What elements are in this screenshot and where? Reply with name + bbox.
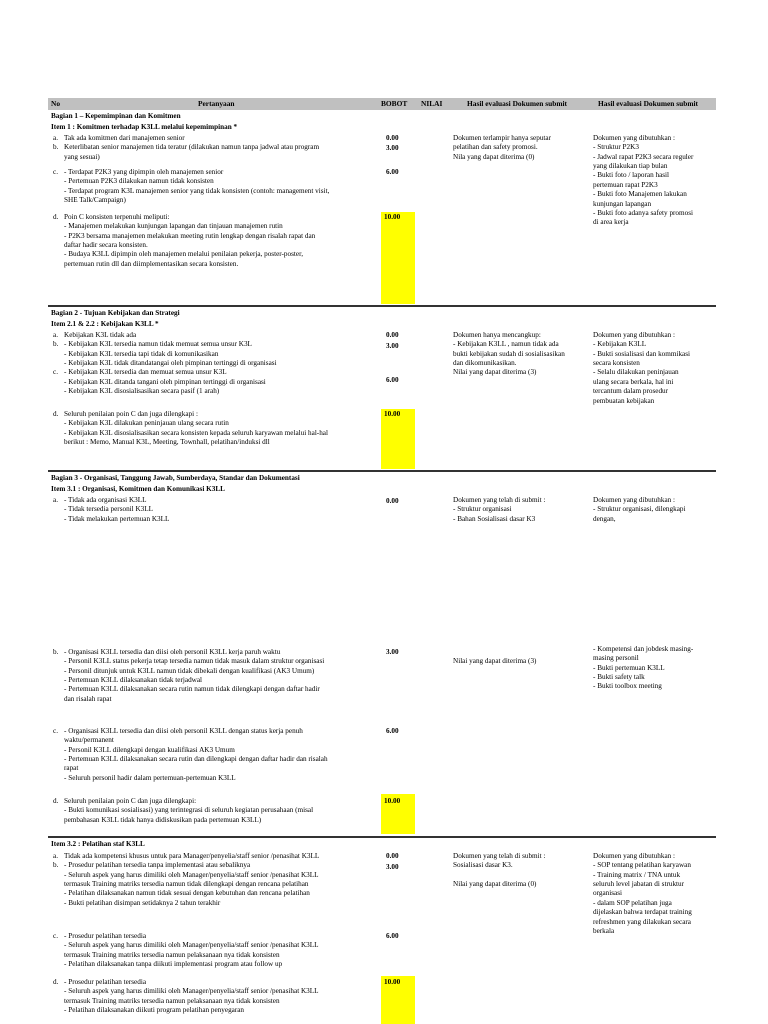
score-value: 0.00 [386,497,399,505]
score-value: 3.00 [386,144,399,152]
col-header-hasil-2: Hasil evaluasi Dokumen submit [598,99,698,108]
section-divider [48,836,716,838]
score-value: 3.00 [386,648,399,656]
score-value: 6.00 [386,168,399,176]
evaluation-submitted: Dokumen yang telah di submit : Sosialisasi dasar K3. Nilai yang dapat diterima (0) [453,852,546,888]
evaluation-submitted: Dokumen yang telah di submit : - Struktur organisasi - Bahan Sosialisasi dasar K3 [453,496,546,523]
score-value: 3.00 [386,863,399,871]
score-value: 0.00 [386,852,399,860]
item-title: Item 3.1 : Organisasi, Komitmen dan Komunikasi K3LL [51,485,225,493]
question-block: b. - Organisasi K3LL tersedia dan diisi oleh personil K3LL kerja paruh waktu - Personil K3LL status pekerja tetap tersedia namun tidak masuk dalam struktur organisasi - Personil ditunjuk untuk K3LL namun tidak dibekali dengan kualifikasi (AK3 Umum) - Pertemuan K3LL dilaksanakan tidak terjadwal - Pertemuan K3LL dilaksanakan secara rutin namun tidak dilengkapi dengan daftar hadir dan risalah rapat [53,648,325,703]
item-title: Item 1 : Komitmen terhadap K3LL melalui kepemimpinan * [51,123,238,131]
col-header-no: No [51,99,61,108]
question-block: a. Kebijakan K3L tidak ada b. - Kebijakan K3L tersedia namun tidak memuat semua unsur K3L - Kebijakan K3L tersedia tapi tidak di komunikasikan - Kebijakan K3L tidak ditandatangai oleh pimpinan tertinggi di organisasi c. - Kebijakan K3L tersedia dan memuat semua unsur K3L - Kebijakan K3L ditanda tangani oleh pimpinan tertinggi di organisasi - Kebijakan K3L disosialisasikan secara pasif (1 arah) [53,331,277,396]
section-title: Bagian 1 – Kepemimpinan dan Komitmen [51,112,181,120]
col-header-nilai: NILAI [421,99,443,108]
col-header-pertanyaan: Pertanyaan [198,99,235,108]
evaluation-required: Dokumen yang dibutuhkan : - Struktur organisasi, dilengkapi dengan, [593,496,686,523]
score-value: 10.00 [384,410,401,418]
score-value: 10.00 [384,213,401,221]
question-block: d. Seluruh penilaian poin C dan juga dilengkapi: - Bukti komunikasi sosialisasi) yang terintegrasi di seluruh kegiatan perusahaan (misal pembahasan K3LL tidak hanya didiskusikan pada pertemuan K3LL) [53,797,314,824]
section-divider [48,305,716,307]
score-value: 10.00 [384,978,401,986]
score-value: 0.00 [386,134,399,142]
question-block: c. - Prosedur pelatihan tersedia - Seluruh aspek yang harus dimiliki oleh Manager/penyelia/staff senior /penasihat K3LL termasuk Training matriks tersedia namun pelaksanaan nya tidak konsisten - Pelatihan dilaksanakan tanpa diikuti implementasi program atau follow up [53,932,319,969]
question-block: d. Poin C konsisten terpenuhi meliputi: - Manajemen melakukan kunjungan lapangan dan tinjauan manajemen rutin - P2K3 bersama manajemen melakukan meeting rutin lengkap dengan risalah rapat dan daftar hadir secara konsisten. - Budaya K3LL dipimpin oleh manajemen melalui penilaian pekerja, poster-poster, pertemuan rutin dll dan diimplementasikan secara konsisten. [53,213,316,268]
evaluation-required: Dokumen yang dibutuhkan : - Struktur P2K3 - Jadwal rapat P2K3 secara reguler yang dilakukan tiap bulan - Bukti foto / laporan hasil pertemuan rapat P2K3 - Bukti foto Manajemen lakukan kunjungan lapangan - Bukti foto adanya safety promosi di area kerja [593,134,694,227]
score-value: 10.00 [384,797,401,805]
evaluation-submitted: Nilai yang dapat diterima (3) [453,657,537,665]
question-block: a. Tidak ada kompetensi khusus untuk para Manager/penyelia/staff senior /penasihat K3LL b. - Prosedur pelatihan tersedia tanpa implementasi atau sebaliknya - Seluruh aspek yang harus dimiliki oleh Manager/penyelia/staff senior /penasihat K3LL termasuk Training matriks tersedia namun tidak dilengkapi dengan rencana pelatihan - Pelatihan dilaksanakan namun tidak sesuai dengan kebutuhan dan rencana pelatihan - Bukti pelatihan disimpan setidaknya 2 tahun terakhir [53,852,320,907]
score-value: 3.00 [386,342,399,350]
question-block: c. - Terdapat P2K3 yang dipimpin oleh manajemen senior - Pertemuan P2K3 dilakukan namun tidak konsisten - Terdapat program K3L manajemen senior yang tidak konsisten (contoh: management visit, SHE Talk/Campaign) [53,168,330,205]
question-block: c. - Organisasi K3LL tersedia dan diisi oleh personil K3LL dengan status kerja penuh waktu/permanent - Personil K3LL dilengkapi dengan kualifikasi AK3 Umum - Pertemuan K3LL dilaksanakan secara rutin dan dilengkapi dengan daftar hadir dan risalah rapat - Seluruh personil hadir dalam pertemuan-pertemuan K3LL [53,727,328,782]
question-block: d. - Prosedur pelatihan tersedia - Seluruh aspek yang harus dimiliki oleh Manager/penyelia/staff senior /penasihat K3LL termasuk Training matriks tersedia namun pelaksanaan nya tidak konsisten - Pelatihan dilaksanakan diikuti program pelatihan penyegaran [53,978,319,1015]
score-value: 6.00 [386,727,399,735]
col-header-hasil-1: Hasil evaluasi Dokumen submit [467,99,567,108]
section-title: Bagian 3 - Organisasi, Tanggung Jawab, Sumberdaya, Standar dan Dokumentasi [51,474,300,482]
item-title: Item 3.2 : Pelatihan staf K3LL [51,840,145,848]
score-value: 6.00 [386,376,399,384]
evaluation-required: Dokumen yang dibutuhkan : - Kebijakan K3LL - Bukti sosialisasi dan kommikasi secara konsisten - Selalu dilakukan peninjauan ulang secara berkala, hal ini tercantum dalam prosedur pembuatan kebijakan [593,331,691,405]
evaluation-submitted: Dokumen terlampir hanya seputar pelatihan dan safety promosi. Nila yang dapat diterima (0) [453,134,551,161]
question-block: d. Seluruh penilaian poin C dan juga dilengkapi : - Kebijakan K3L dilakukan peninjauan ulang secara rutin - Kebijakan K3L disosialisasikan secara konsisten kepada seluruh karyawan melalui hal-hal berikut : Memo, Manual K3L, Meeting, Townhall, pelatihan/induksi dll [53,410,328,447]
evaluation-required: - Kompetensi dan jobdesk masing- masing personil - Bukti pertemuan K3LL - Bukti safety talk - Bukti toolbox meeting [593,645,694,691]
score-value: 6.00 [386,932,399,940]
section-divider [48,470,716,472]
question-block: a. Tak ada komitmen dari manajemen senior b. Keterlibatan senior manajemen tida teratur (dilakukan namun tanpa jadwal atau program yang sesuai) [53,134,320,161]
score-value: 0.00 [386,331,399,339]
score-highlight [381,212,415,304]
question-block: a. - Tidak ada organisasi K3LL - Tidak tersedia personil K3LL - Tidak melakukan pertemuan K3LL [53,496,170,523]
section-title: Bagian 2 - Tujuan Kebijakan dan Strategi [51,309,180,317]
col-header-bobot: BOBOT [381,99,408,108]
evaluation-submitted: Dokumen hanya mencangkup: - Kebijakan K3LL , namun tidak ada bukti kebijakan sudah di sosialisasikan dan dikomunikasikan. Nilai yang dapat diterima (3) [453,331,565,377]
evaluation-required: Dokumen yang dibutuhkan : - SOP tentang pelatihan karyawan - Training matrix / TNA untuk seluruh level jabatan di struktur organisasi - dalam SOP pelatihan juga dijelaskan bahwa terdapat training refreshmen yang dilakukan secara berkala [593,852,692,935]
item-title: Item 2.1 & 2.2 : Kebijakan K3LL * [51,320,159,328]
